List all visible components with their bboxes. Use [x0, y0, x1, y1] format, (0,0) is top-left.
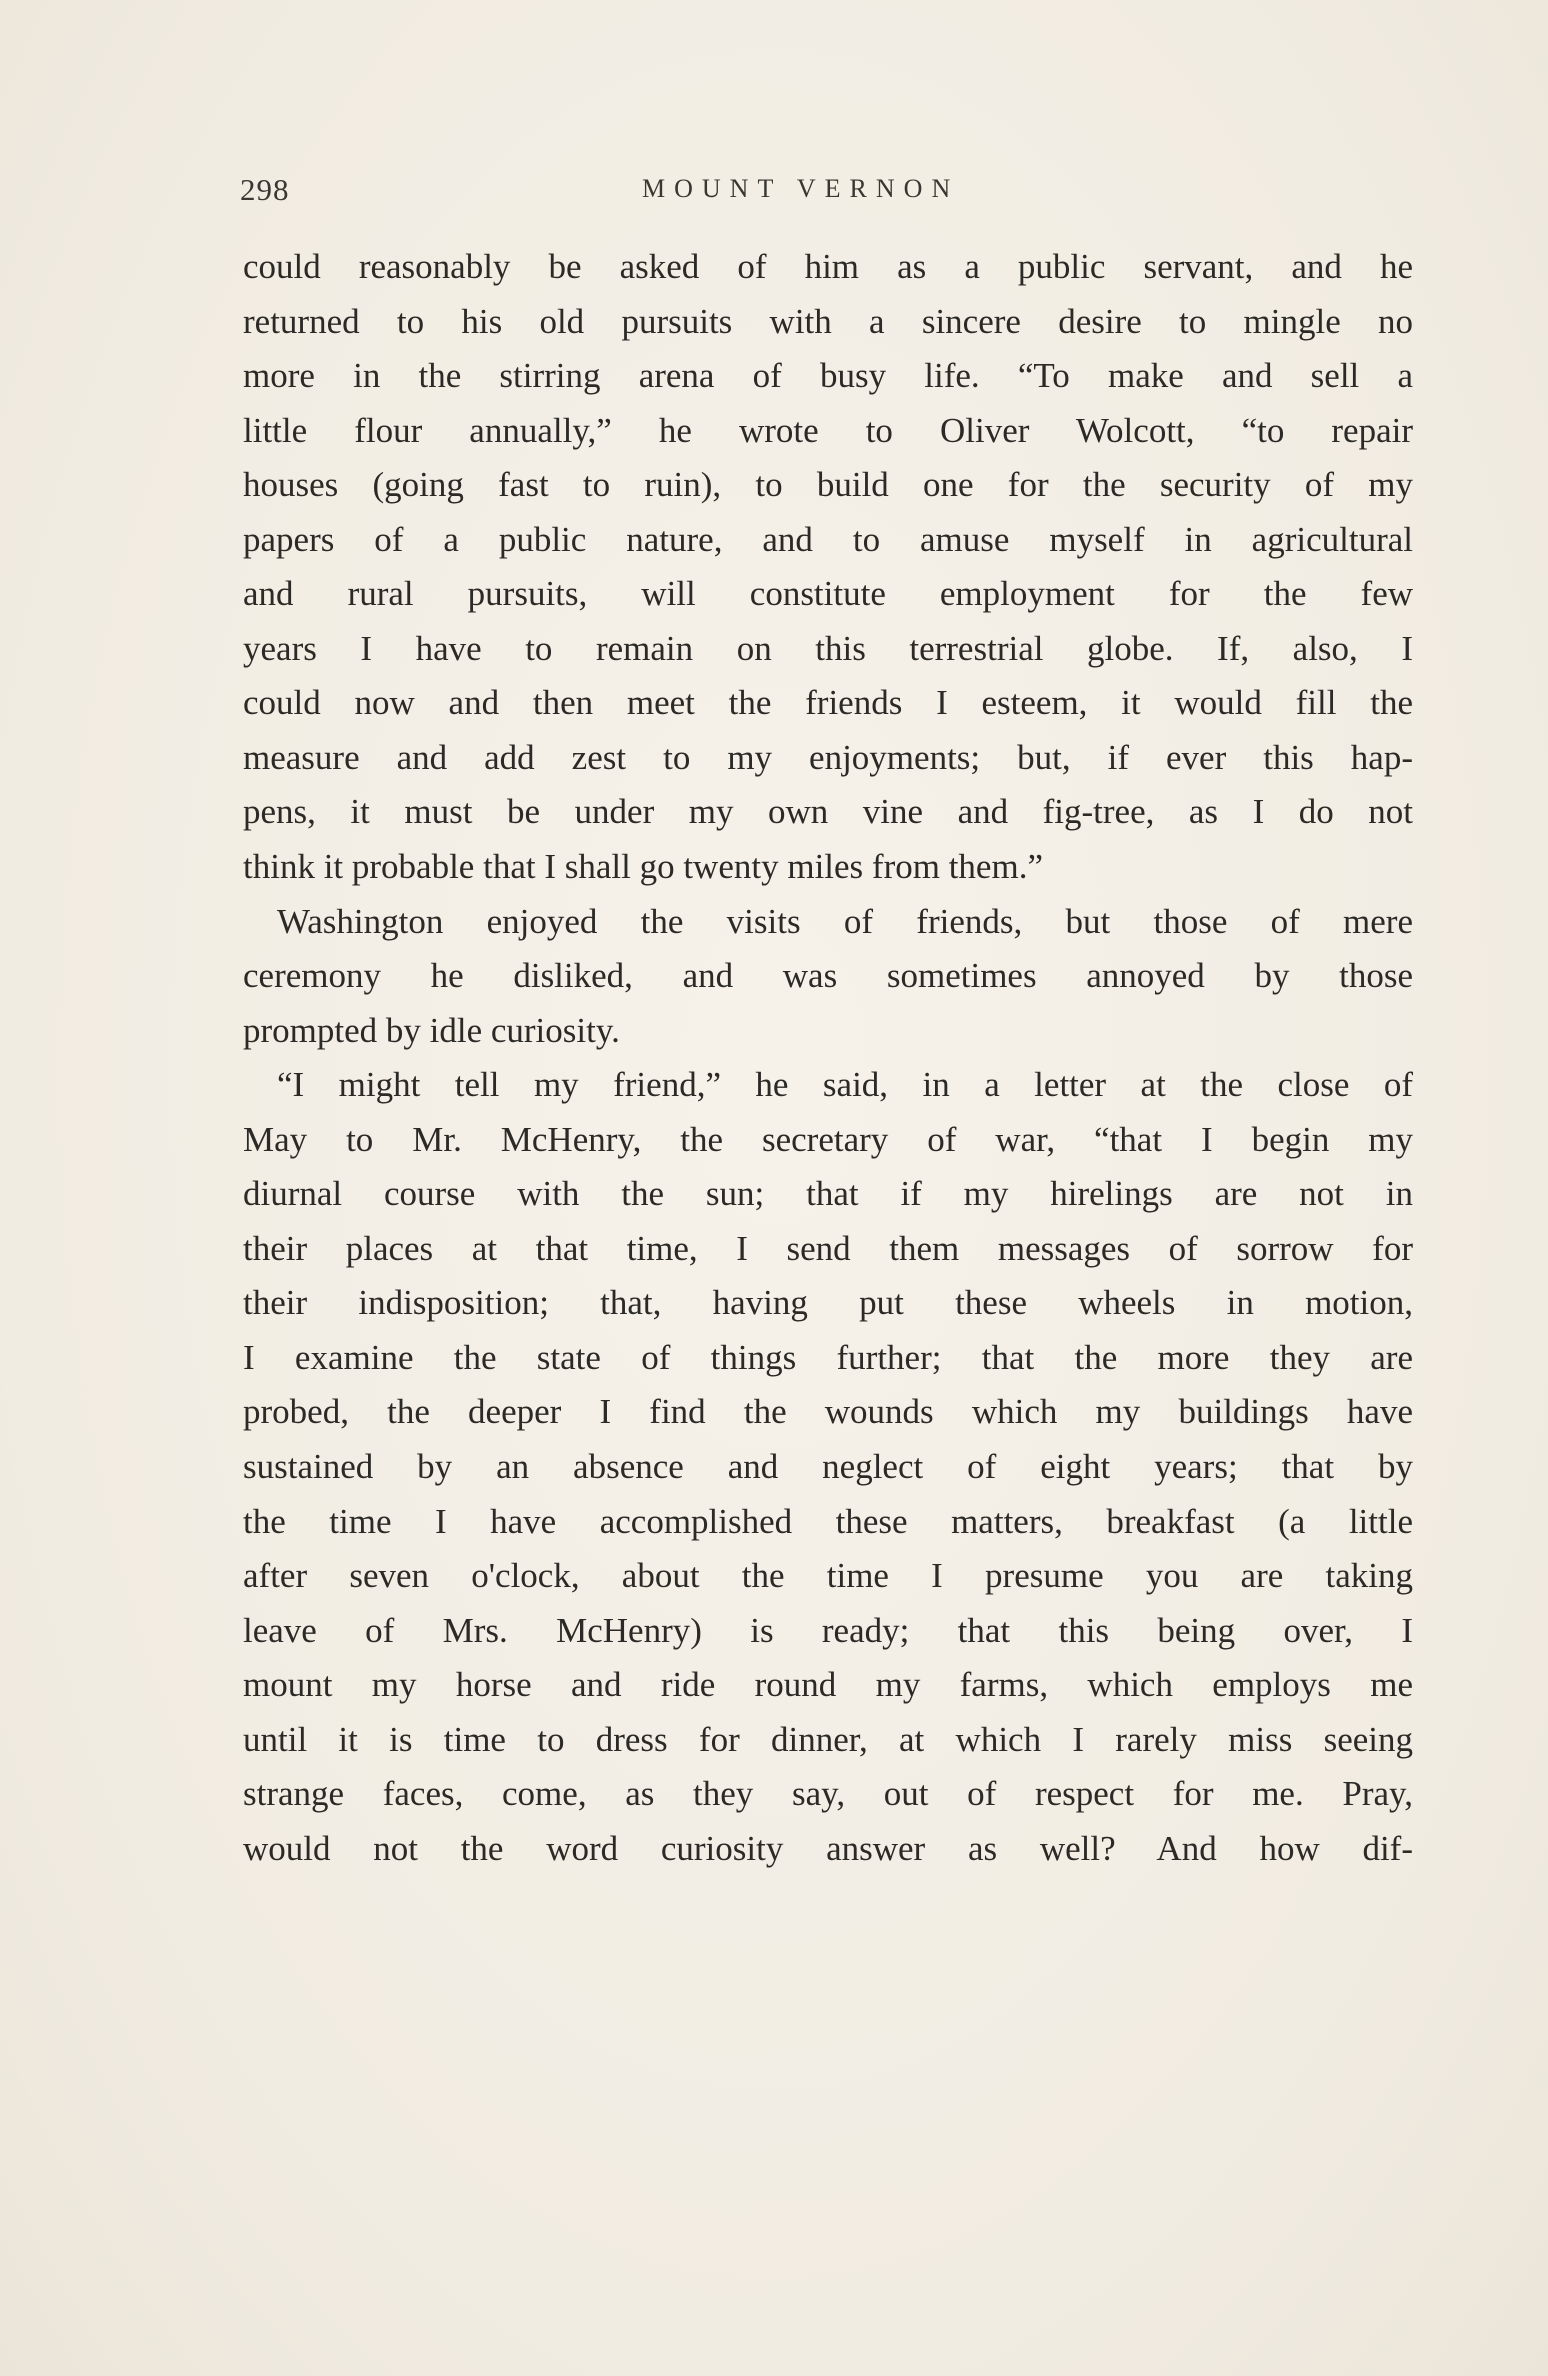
- text-line: pens, it must be under my own vine and fig-tree, as I do not: [243, 792, 1413, 832]
- text-line: diurnal course with the sun; that if my hirelings are not in: [243, 1174, 1413, 1214]
- text-line: ceremony he disliked, and was sometimes annoyed by those: [243, 956, 1413, 996]
- text-line: papers of a public nature, and to amuse myself in agricultural: [243, 519, 1413, 559]
- text-line: the time I have accomplished these matters, breakfast (a little: [243, 1501, 1413, 1541]
- text-line: strange faces, come, as they say, out of respect for me. Pray,: [243, 1774, 1413, 1814]
- text-line: could now and then meet the friends I esteem, it would fill the: [243, 683, 1413, 723]
- text-line: could reasonably be asked of him as a public servant, and he: [243, 247, 1413, 286]
- text-line: mount my horse and ride round my farms, which employs me: [243, 1665, 1413, 1705]
- text-line: measure and add zest to my enjoyments; but, if ever this hap-: [243, 737, 1413, 777]
- text-line: think it probable that I shall go twenty miles from them.”: [243, 847, 1043, 887]
- text-line: sustained by an absence and neglect of eight years; that by: [243, 1447, 1413, 1487]
- page-number: 298: [240, 172, 290, 207]
- text-line: would not the word curiosity answer as well? And how dif-: [243, 1828, 1413, 1868]
- text-line: probed, the deeper I find the wounds which my buildings have: [243, 1392, 1413, 1432]
- text-line: their indisposition; that, having put these wheels in motion,: [243, 1283, 1413, 1323]
- text-line: returned to his old pursuits with a sincere desire to mingle no: [243, 301, 1413, 341]
- text-line: more in the stirring arena of busy life. “To make and sell a: [243, 356, 1413, 396]
- text-line: I examine the state of things further; that the more they are: [243, 1337, 1413, 1377]
- text-line: years I have to remain on this terrestrial globe. If, also, I: [243, 628, 1413, 668]
- text-line: after seven o'clock, about the time I presume you are taking: [243, 1556, 1413, 1596]
- paragraph-start-line: Washington enjoyed the visits of friends, but those of mere: [277, 901, 1413, 941]
- text-line: May to Mr. McHenry, the secretary of war, “that I begin my: [243, 1119, 1413, 1159]
- text-line: and rural pursuits, will constitute employment for the few: [243, 574, 1413, 614]
- running-title: MOUNT VERNON: [642, 174, 960, 203]
- page-header: [240, 172, 1390, 212]
- body-text: [243, 240, 1413, 1876]
- text-line: prompted by idle curiosity.: [243, 1010, 620, 1050]
- text-line: leave of Mrs. McHenry) is ready; that this being over, I: [243, 1610, 1413, 1650]
- text-line: houses (going fast to ruin), to build one for the security of my: [243, 465, 1413, 505]
- text-line: little flour annually,” he wrote to Oliver Wolcott, “to repair: [243, 410, 1413, 450]
- text-line: their places at that time, I send them messages of sorrow for: [243, 1228, 1413, 1268]
- paragraph-start-line: “I might tell my friend,” he said, in a letter at the close of: [277, 1065, 1413, 1105]
- text-line: until it is time to dress for dinner, at which I rarely miss seeing: [243, 1719, 1413, 1759]
